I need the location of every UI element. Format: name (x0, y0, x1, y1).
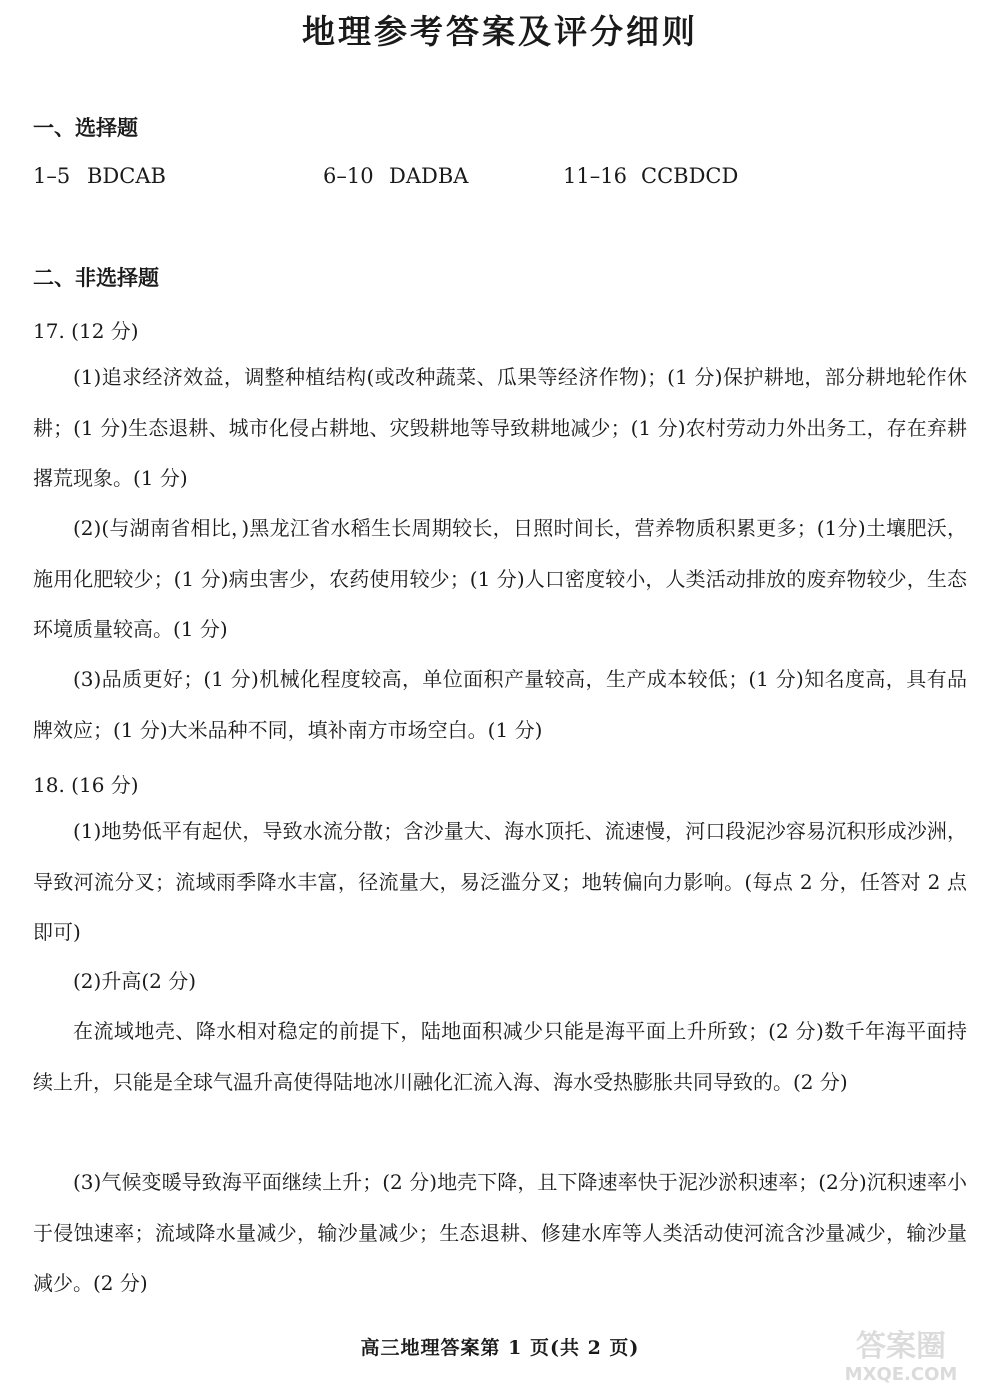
mc-answers-3: CCBDCD (641, 164, 739, 188)
page-footer: 高三地理答案第 1 页(共 2 页) (360, 1337, 640, 1359)
watermark-logo (816, 1324, 986, 1384)
mc-answers-2: DADBA (389, 164, 469, 188)
question-17-header: 17. (12 分) (33, 319, 139, 343)
section-non-multiple-choice: 二、非选择题 (33, 266, 159, 290)
q18-answer-3: (3)气候变暖导致海平面继续上升；(2 分)地壳下降，且下降速率快于泥沙淤积速率；(2分)沉积速率小于侵蚀速率；流域降水量减少，输沙量减少；生态退耕、修建水库等人类活动使河流含沙量减少，输沙量减少。(2 分) (33, 1170, 967, 1296)
q17-answer-3: (3)品质更好；(1 分)机械化程度较高，单位面积产量较高，生产成本较低；(1 分)知名度高，具有品牌效应；(1 分)大米品种不同，填补南方市场空白。(1 分) (33, 667, 967, 742)
q18-answer-1: (1)地势低平有起伏，导致水流分散；含沙量大、海水顶托、流速慢，河口段泥沙容易沉积形成沙洲，导致河流分叉；流域雨季降水丰富，径流量大，易泛滥分叉；地转偏向力影响。(每点 2 分，任答对 2 点即可) (33, 819, 967, 945)
q18-answer-2: (2)升高(2 分) (73, 969, 197, 993)
mc-answers-1: BDCAB (87, 164, 166, 188)
watermark-url: MXQE.COM (844, 1364, 958, 1384)
q17-answer-1: (1)追求经济效益，调整种植结构(或改种蔬菜、瓜果等经济作物)；(1 分)保护耕地，部分耕地轮作休耕；(1 分)生态退耕、城市化侵占耕地、灾毁耕地等导致耕地减少；(1 分)农村劳动力外出务工，存在弃耕撂荒现象。(1 分) (33, 365, 967, 491)
q18-answer-2-explanation: 在流域地壳、降水相对稳定的前提下，陆地面积减少只能是海平面上升所致；(2 分)数千年海平面持续上升，只能是全球气温升高使得陆地冰川融化汇流入海、海水受热膨胀共同导致的。(2 分) (33, 1019, 967, 1094)
mc-range-2: 6–10 (323, 164, 374, 188)
mc-range-3: 11–16 (563, 164, 627, 188)
mc-range-1: 1–5 (33, 164, 71, 188)
multiple-choice-answers (33, 164, 973, 194)
watermark-text: 答案圈 (856, 1329, 946, 1364)
page-title: 地理参考答案及评分细则 (302, 12, 698, 51)
section-multiple-choice: 一、选择题 (33, 116, 138, 140)
q17-answer-2: (2)(与湖南省相比，)黑龙江省水稻生长周期较长，日照时间长，营养物质积累更多；(1分)土壤肥沃，施用化肥较少；(1 分)病虫害少，农药使用较少；(1 分)人口密度较小，人类活动排放的废弃物较少，生态环境质量较高。(1 分) (33, 516, 967, 642)
question-18-header: 18. (16 分) (33, 773, 139, 797)
